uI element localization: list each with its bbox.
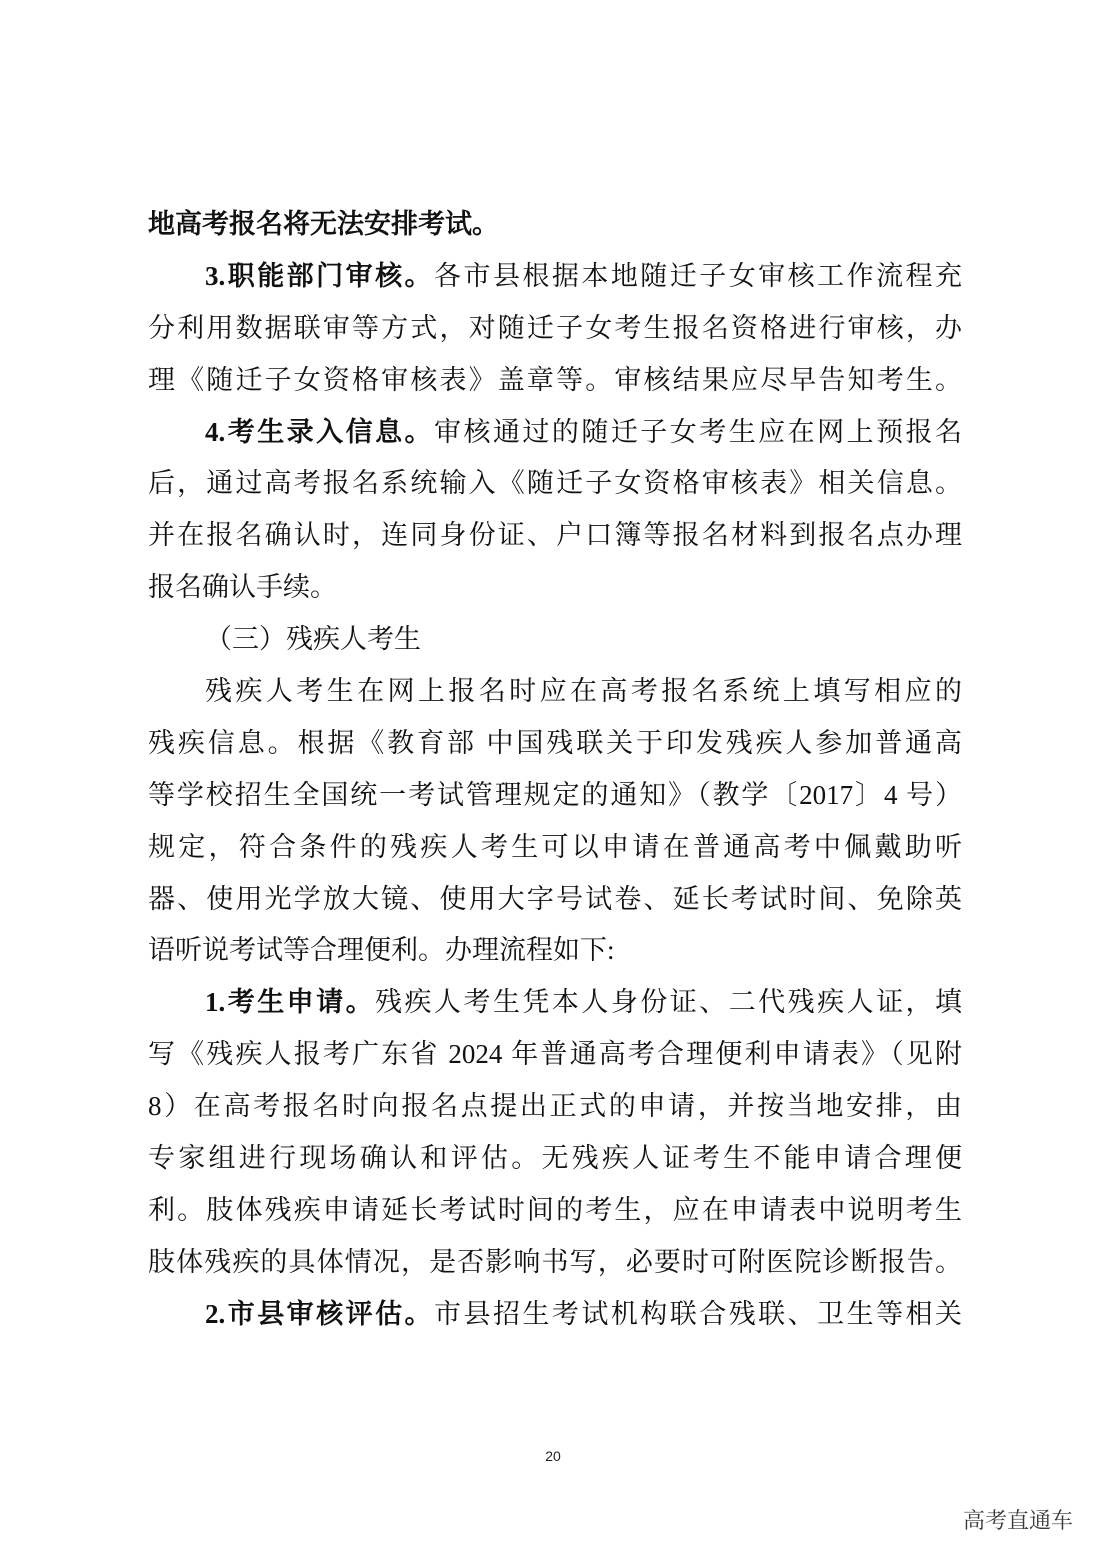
body-text: 后，通过高考报名系统输入《随迁子女资格审核表》相关信息。 xyxy=(148,468,962,499)
item-heading: 2.市县审核评估。 xyxy=(205,1298,435,1329)
text-line xyxy=(148,1133,962,1185)
text-line xyxy=(148,1029,962,1081)
body-text: 报名确认手续。 xyxy=(148,572,337,603)
item-heading: 3.职能部门审核。 xyxy=(205,260,435,291)
body-text: 规定，符合条件的残疾人考生可以申请在普通高考中佩戴助听 xyxy=(148,831,962,862)
body-text: 审核通过的随迁子女考生应在网上预报名 xyxy=(434,416,963,447)
text-line xyxy=(148,1237,962,1289)
text-line xyxy=(148,510,962,562)
text-line xyxy=(148,770,962,822)
text-line xyxy=(148,1185,962,1237)
body-text: 写《残疾人报考广东省 2024 年普通高考合理便利申请表》（见附 xyxy=(148,1039,962,1070)
text-line xyxy=(148,977,962,1029)
body-text: 并在报名确认时，连同身份证、户口簿等报名材料到报名点办理 xyxy=(148,520,962,551)
page-number: 20 xyxy=(545,1448,561,1464)
text-line xyxy=(148,458,962,510)
body-text: 市县招生考试机构联合残联、卫生等相关 xyxy=(434,1298,963,1329)
text-line xyxy=(148,925,962,977)
body-text: 器、使用光学放大镜、使用大字号试卷、延长考试时间、免除英 xyxy=(148,883,962,914)
body-text: 语听说考试等合理便利。办理流程如下: xyxy=(148,935,615,966)
body-text: 利。肢体残疾申请延长考试时间的考生，应在申请表中说明考生 xyxy=(148,1194,962,1225)
body-text: 各市县根据本地随迁子女审核工作流程充 xyxy=(434,260,963,291)
item-heading: 4.考生录入信息。 xyxy=(205,416,435,447)
body-text: 残疾信息。根据《教育部 中国残联关于印发残疾人参加普通高 xyxy=(148,727,962,758)
item-heading: 1.考生申请。 xyxy=(205,987,376,1018)
body-text: 专家组进行现场确认和评估。无残疾人证考生不能申请合理便 xyxy=(148,1143,962,1174)
document-body xyxy=(148,199,962,1341)
watermark-text: 高考直通车 xyxy=(963,1508,1074,1533)
text-line xyxy=(148,199,962,251)
text-line xyxy=(148,355,962,407)
text-line xyxy=(148,666,962,718)
text-line xyxy=(148,407,962,459)
text-line xyxy=(148,251,962,303)
text-line xyxy=(148,303,962,355)
body-text: 残疾人考生凭本人身份证、二代残疾人证，填 xyxy=(375,987,963,1018)
body-text: 8）在高考报名时向报名点提出正式的申请，并按当地安排，由 xyxy=(148,1091,962,1122)
text-line xyxy=(148,562,962,614)
body-text: 等学校招生全国统一考试管理规定的通知》（教学〔2017〕4 号） xyxy=(148,779,962,810)
body-text: 分利用数据联审等方式，对随迁子女考生报名资格进行审核，办 xyxy=(148,312,962,343)
text-line xyxy=(148,718,962,770)
body-text: 肢体残疾的具体情况，是否影响书写，必要时可附医院诊断报告。 xyxy=(148,1246,962,1277)
text-line xyxy=(148,1289,962,1341)
text-line xyxy=(148,822,962,874)
bold-text: 地高考报名将无法安排考试。 xyxy=(148,209,499,239)
text-line xyxy=(148,1081,962,1133)
section-heading xyxy=(148,614,962,666)
section-heading-text: （三）残疾人考生 xyxy=(205,624,421,655)
body-text: 残疾人考生在网上报名时应在高考报名系统上填写相应的 xyxy=(205,676,962,707)
text-line xyxy=(148,874,962,926)
body-text: 理《随迁子女资格审核表》盖章等。审核结果应尽早告知考生。 xyxy=(148,364,962,395)
